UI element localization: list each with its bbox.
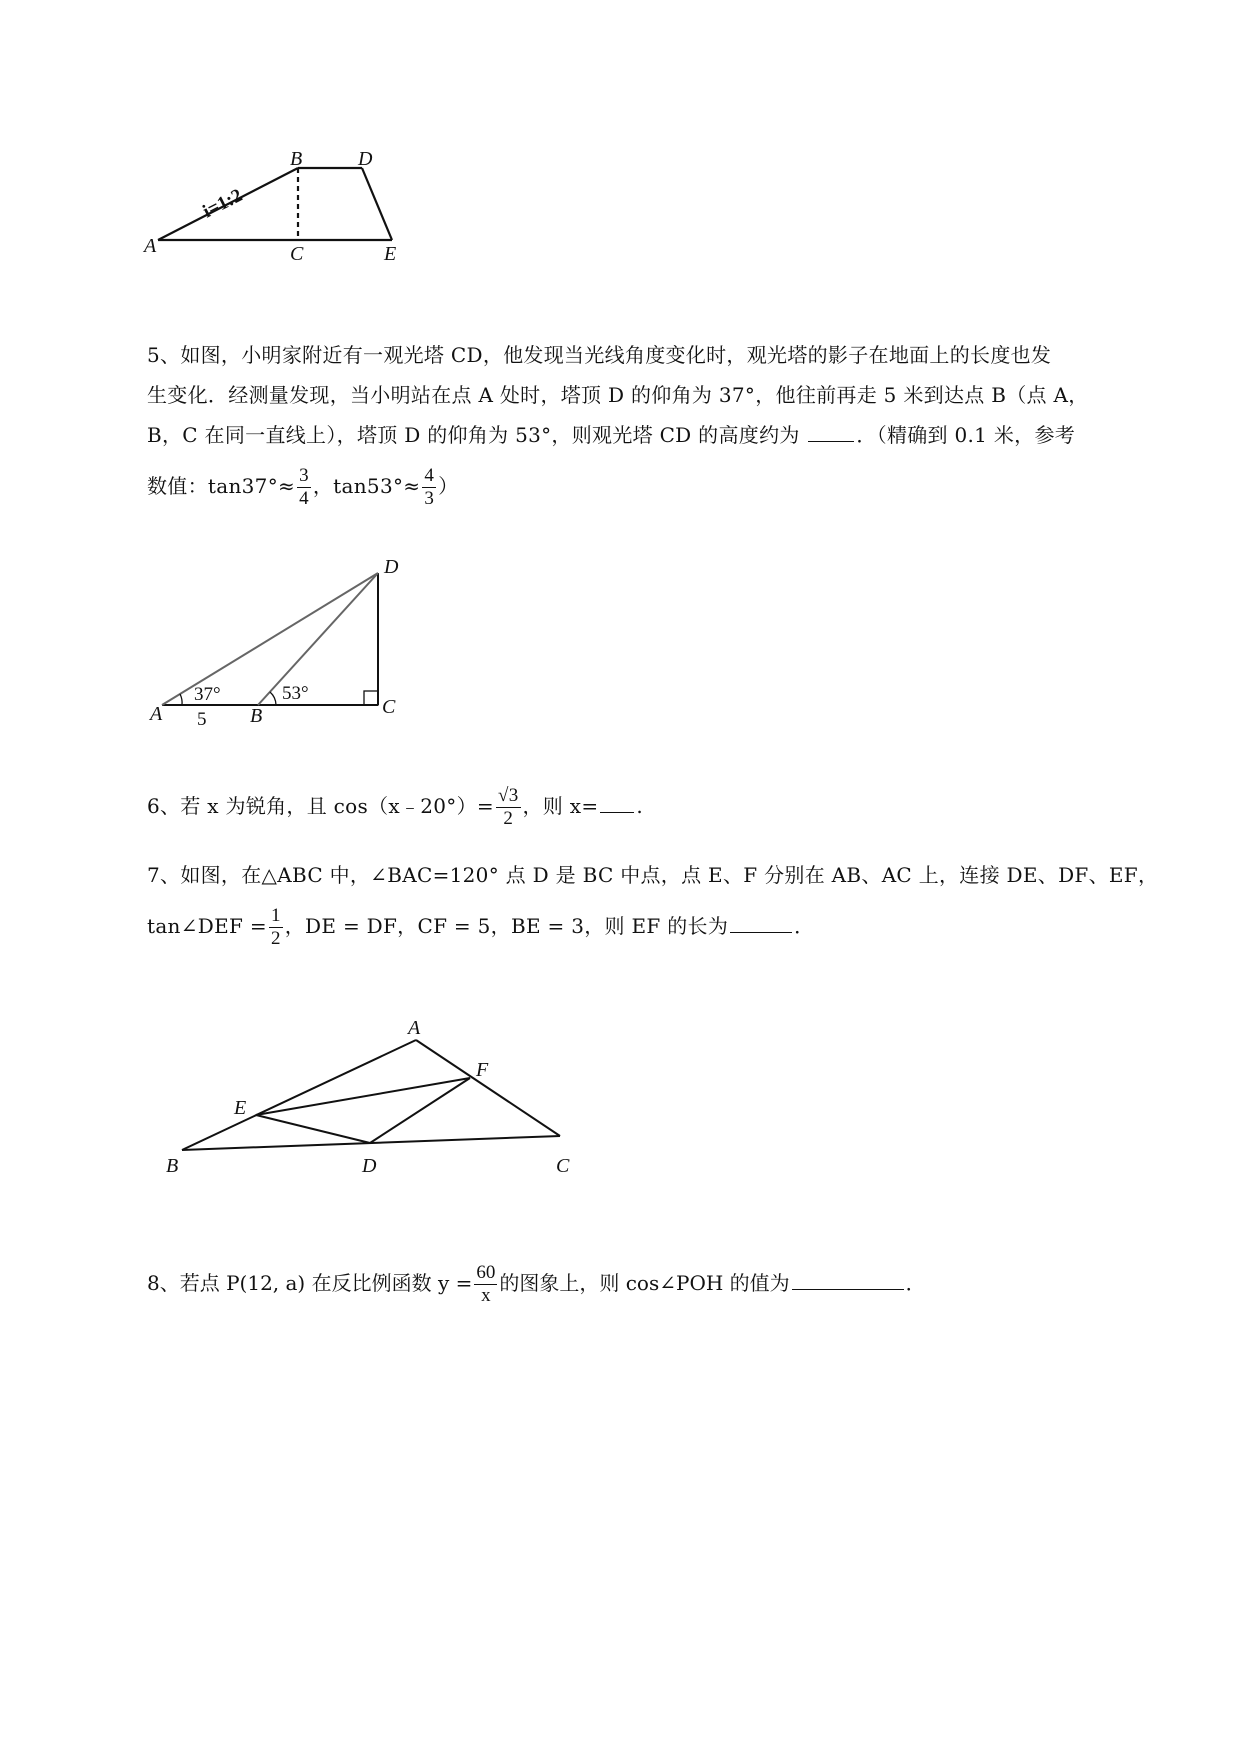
q7-fraction [269,905,283,950]
q5-answer-blank [808,419,854,442]
q6-line [147,775,1147,837]
q5-line-4a: 数值：tan37°≈ [147,474,296,498]
q6-text-a: 6、若 x 为锐角，且 cos（x﹣20°）= [147,794,494,818]
figure-slope-trapezoid [144,148,450,280]
q6-answer-blank [600,790,634,813]
point-label-d: D [358,148,373,170]
q5-frac2-numerator: 4 [424,465,435,486]
q7-line-2 [147,895,1147,957]
point-label-c: C [556,1155,570,1177]
point-label-b: B [166,1155,179,1177]
point-label-b: B [250,705,263,727]
q6-fraction [496,785,521,830]
point-label-a: A [408,1017,421,1039]
q5-line-3a: B，C 在同一直线上），塔顶 D 的仰角为 53°，则观光塔 CD 的高度约为 [147,423,800,447]
q5-line-4b: ，tan53°≈ [312,474,421,498]
angle-b-label: 53° [282,683,309,704]
q5-frac1-numerator: 3 [299,465,309,486]
q8-answer-blank [792,1267,904,1290]
point-label-e: E [384,243,397,265]
q6-text-b: ，则 x= [522,794,599,818]
point-label-e: E [234,1097,247,1119]
q5-frac1-denominator: 4 [299,488,309,509]
q7-frac-denominator: 2 [270,928,281,949]
point-label-d: D [384,556,399,578]
point-label-c: C [382,696,396,718]
q7-line-2c: ． [794,914,815,938]
q5-line-3 [147,415,1147,455]
q5-fraction-4-3 [422,465,436,510]
figure-triangle-def [160,1010,580,1190]
question-5 [147,335,1147,517]
q6-frac-denominator: 2 [503,808,514,829]
figure-tower-angles-svg [150,555,410,735]
q5-line-4c: ） [438,474,459,498]
question-7 [147,855,1159,957]
angle-a-label: 37° [194,684,221,705]
q8-text-c: ． [905,1271,926,1295]
q8-frac-numerator: 60 [476,1262,496,1283]
question-6 [147,775,1147,837]
q8-text-b: 的图象上，则 cos∠POH 的值为 [499,1271,790,1295]
point-label-a: A [144,235,157,257]
point-label-c: C [290,243,304,265]
segment-ab-label: 5 [197,709,207,730]
slope-ratio-label: i=1:2 [199,184,246,223]
q6-frac-numerator: √3 [497,785,519,806]
figure-slope-trapezoid-svg [144,148,450,280]
q8-text-a: 8、若点 P(12, a) 在反比例函数 y = [147,1271,473,1295]
q7-line-2a: tan∠DEF = [147,914,267,938]
q5-line-2: 生变化．经测量发现，当小明站在点 A 处时，塔顶 D 的仰角为 37°，他往前再走 5 米到达点 B（点 A， [147,383,1089,407]
point-label-a: A [150,703,163,725]
q6-text-c: . [636,794,644,818]
q7-answer-blank [730,910,792,933]
q7-line-2b: ，DE = DF，CF = 5，BE = 3，则 EF 的长为 [284,914,729,938]
point-label-f: F [476,1059,489,1081]
q5-line-3b: ．（精确到 0.1 米，参考 [856,423,1076,447]
q7-frac-numerator: 1 [270,905,281,926]
question-8 [147,1262,926,1307]
point-label-d: D [362,1155,377,1177]
figure-tower-angles [150,555,410,735]
q7-line-1: 7、如图，在△ABC 中，∠BAC=120° 点 D 是 BC 中点，点 E、F 分别在 AB、AC 上，连接 DE、DF、EF， [147,863,1159,887]
q5-line-4 [147,455,1147,517]
q8-fraction [474,1262,497,1307]
point-label-b: B [290,148,303,170]
q5-line-1: 5、如图，小明家附近有一观光塔 CD，他发现当光线角度变化时，观光塔的影子在地面上的长度也发 [147,343,1052,367]
q5-fraction-3-4 [297,465,311,510]
q5-frac2-denominator: 3 [424,488,435,509]
q8-frac-denominator: x [481,1285,491,1306]
figure-triangle-def-svg [160,1010,580,1190]
